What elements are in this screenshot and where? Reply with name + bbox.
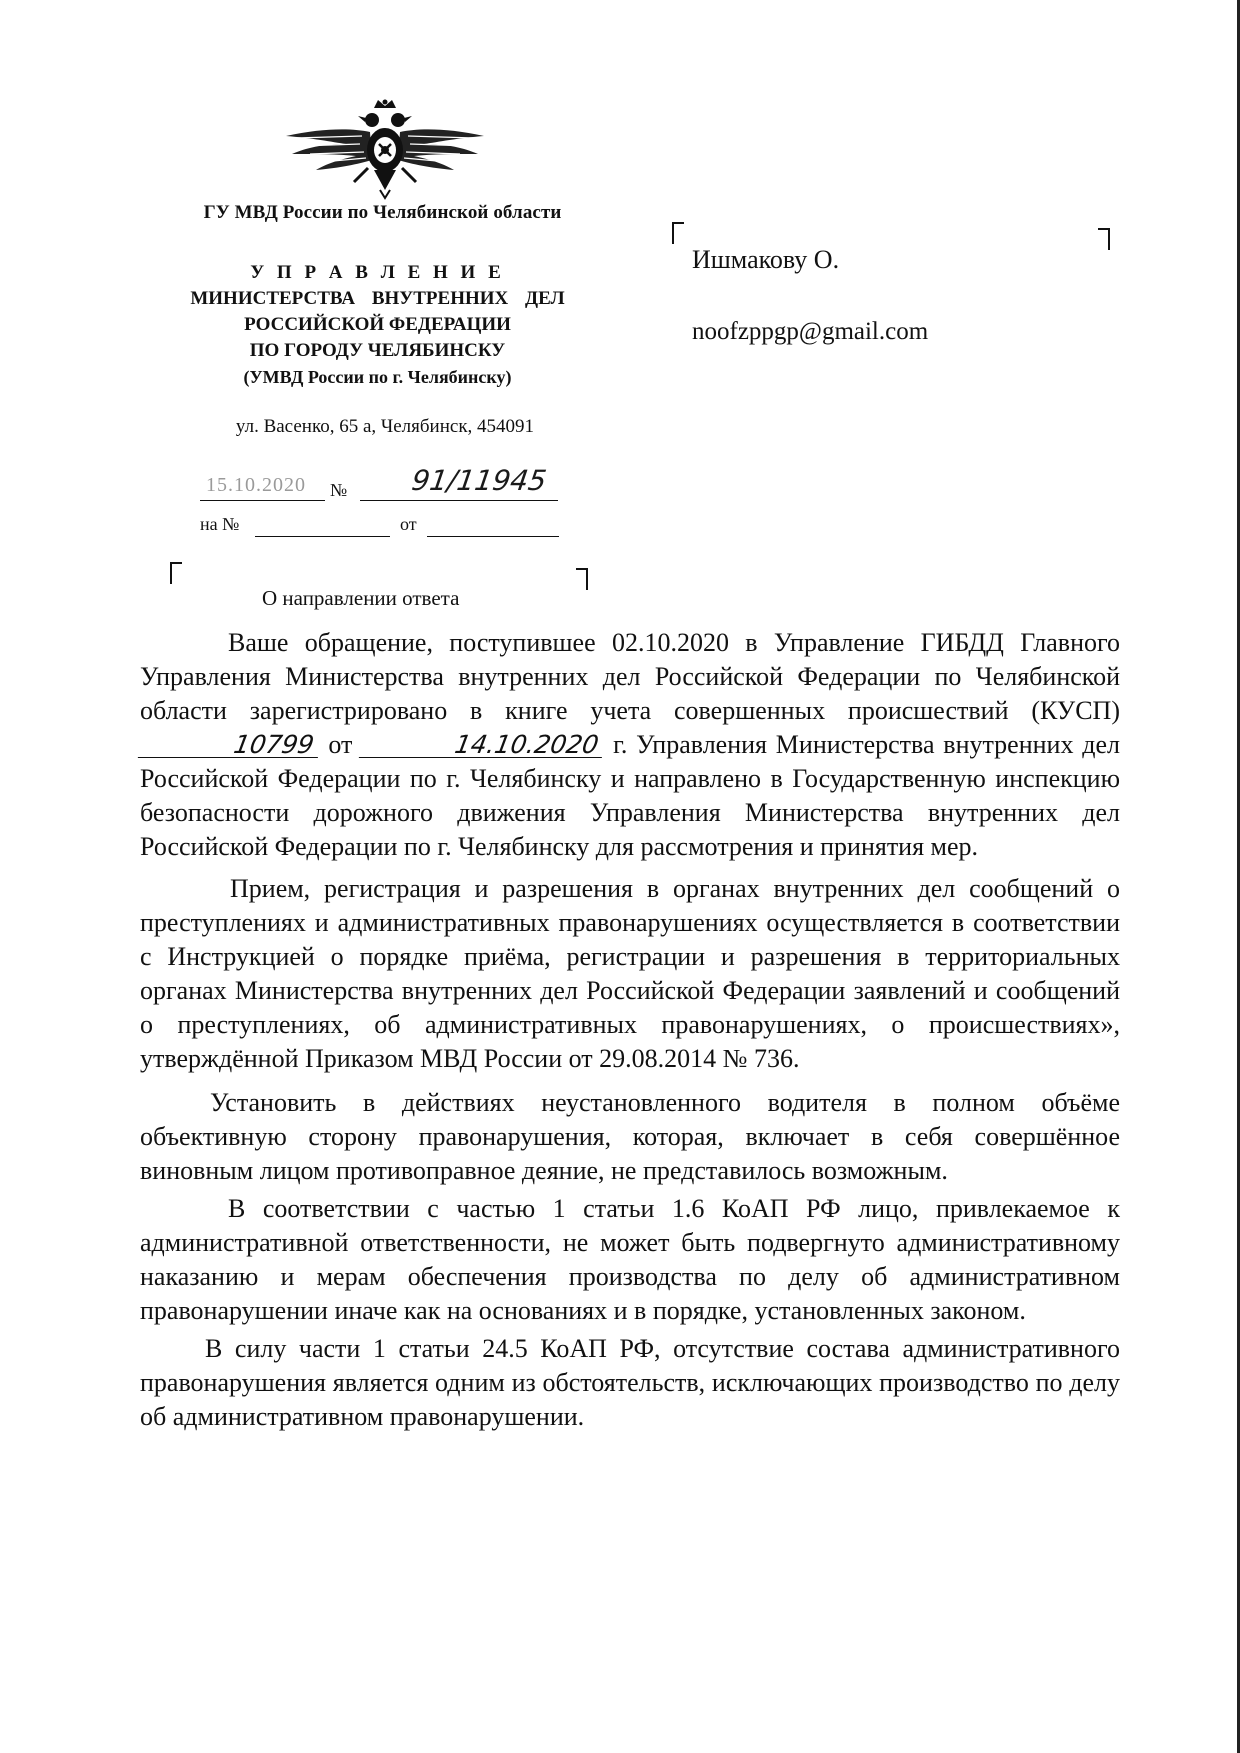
paragraph-3: Установить в действиях неустановленного водителя в полном объёме объективную сторону правонарушения, которая, включает в себя совершённое виновным лицом противоправное деяние, не представилось возможным. [140,1088,1120,1185]
kusp-date-handwritten: 14.10.2020 [359,733,607,758]
paragraph-1-part-1: Ваше обращение, поступившее 02.10.2020 в Управление ГИБДД Главного Управления Министерства внутренних дел Российской Федерации по Челябинской области зарегистрировано в книге учета совершенных происшествий (КУСП) [140,628,1120,725]
number-underline [360,500,558,501]
kusp-number-handwritten: 10799 [138,733,322,758]
recipient-bracket-left [672,222,684,244]
paragraph-2: Прием, регистрация и разрешения в органах внутренних дел сообщений о преступлениях и административных правонарушениях осуществляется в соответствии с Инструкцией о порядке приёма, регистрации и разрешения в территориальных органах Министерства внутренних дел Российской Федерации заявлений и сообщений о преступлениях, об административных правонарушениях, о происшествиях», утверждённой Приказом МВД России от 29.08.2014 № 736. [140,874,1120,1073]
reference-line [200,514,560,544]
org-address: ул. Васенко, 65 а, Челябинск, 454091 [235,416,535,437]
org-line-2: МИНИСТЕРСТВА ВНУТРЕННИХ ДЕЛ [190,288,565,309]
registration-number-label: № [330,480,348,500]
letter-body [140,626,1120,1438]
recipient-name: Ишмакову О. [692,245,840,274]
double-headed-eagle-emblem [282,98,488,202]
org-line-1: У П Р А В Л Е Н И Е [250,262,505,283]
reference-from-underline [427,536,559,537]
org-line-3: РОССИЙСКОЙ ФЕДЕРАЦИИ [244,314,511,335]
reference-number-label: на № [200,514,240,534]
recipient-email: noofzppgp@gmail.com [692,318,929,345]
org-line-4: ПО ГОРОДУ ЧЕЛЯБИНСКУ [249,340,506,361]
org-line-5: (УМВД России по г. Челябинску) [243,367,512,387]
org-full-name [150,260,605,390]
date-underline [200,500,325,501]
registration-date-stamp: 15.10.2020 [206,474,306,496]
org-short-name: ГУ МВД России по Челябинской области [203,202,562,223]
reference-from-label: от [400,514,417,534]
subject-bracket-right [576,568,588,590]
paragraph-1 [140,626,1120,864]
registration-number-handwritten: 91/11945 [409,464,549,497]
subject-bracket-left [170,562,182,584]
reference-number-underline [255,536,390,537]
letter-subject: О направлении ответа [262,586,460,610]
registration-line [200,464,560,508]
paragraph-1-part-2: г. Управления Министерства внутренних дел Российской Федерации по г. Челябинску и направлено в Государственную инспекцию безопасности дорожного движения Управления Министерства внутренних дел Российской Федерации по г. Челябинску для рассмотрения и принятия мер. [140,730,1120,861]
paragraph-5: В силу части 1 статьи 24.5 КоАП РФ, отсутствие состава административного правонарушения является одним из обстоятельств, исключающих производство по делу об административном правонарушении. [140,1334,1120,1431]
kusp-from-label: от [328,730,353,759]
paragraph-4: В соответствии с частью 1 статьи 1.6 КоАП РФ лицо, привлекаемое к административной ответственности, не может быть подвергнуто административному наказанию и мерам обеспечения производства по делу об административном правонарушении иначе как на основаниях и в порядке, установленных законом. [140,1194,1120,1325]
